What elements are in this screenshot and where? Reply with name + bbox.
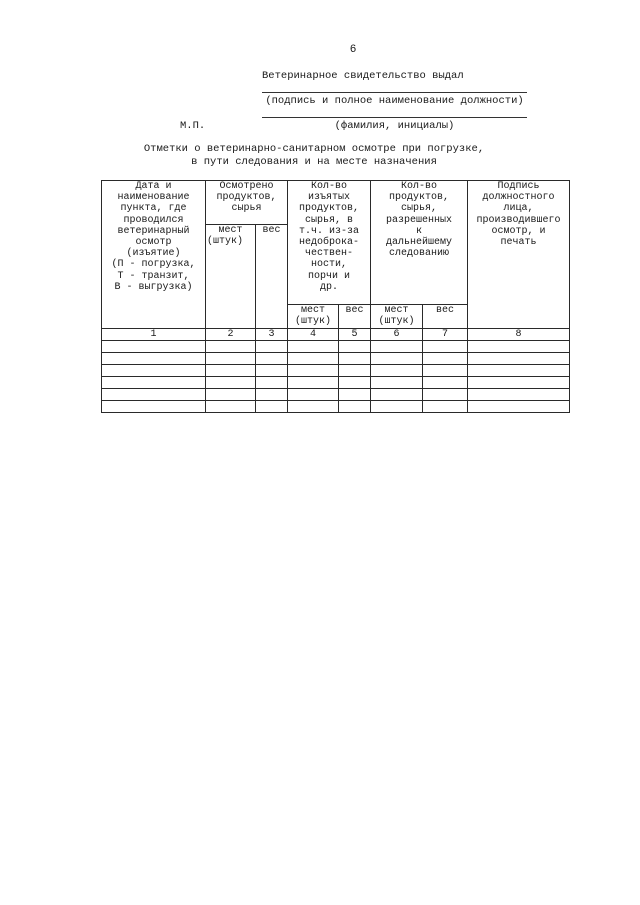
header-allowed-products: Кол-во продуктов, сырья, разрешенных к дальнейшему следованию: [371, 181, 468, 305]
column-number: 2: [206, 329, 256, 341]
header-inspected-products: Осмотрено продуктов, сырья: [206, 181, 288, 225]
table-row: [102, 365, 570, 377]
subheader-inspected-weight: вес: [256, 225, 288, 329]
page-number: 6: [349, 44, 357, 56]
signature-caption: (подпись и полное наименование должности): [265, 95, 524, 107]
header-seized-products: Кол-во изъятых продуктов, сырья, в т.ч. из-за недоброка- чествен- ности, порчи и др.: [288, 181, 371, 305]
column-number-row: [102, 329, 570, 341]
table-row: [102, 341, 570, 353]
column-number: 1: [102, 329, 206, 341]
inspection-marks-table: [101, 180, 570, 413]
subheader-allowed-places: мест (штук): [371, 305, 423, 329]
subheader-inspected-places: мест (штук): [206, 225, 256, 329]
certificate-issued-label: Ветеринарное свидетельство выдал: [262, 70, 464, 82]
name-line: [262, 117, 527, 118]
signature-line: [262, 92, 527, 93]
subheader-seized-places: мест (штук): [288, 305, 339, 329]
section-heading-line-1: Отметки о ветеринарно-санитарном осмотре при погрузке,: [143, 143, 485, 155]
subheader-allowed-weight: вес: [423, 305, 468, 329]
name-caption: (фамилия, инициалы): [334, 120, 455, 132]
table-row: [102, 353, 570, 365]
header-cell-text: Дата и наименование пункта, где проводился ветеринарный осмотр (изъятие) (П - погрузка, Т - транзит, В - выгрузка): [111, 181, 196, 293]
column-number: 8: [468, 329, 570, 341]
column-number: 3: [256, 329, 288, 341]
column-number: 5: [339, 329, 371, 341]
section-heading-line-2: в пути следования и на месте назначения: [191, 156, 437, 168]
header-signature-and-seal: Подпись должностного лица, производившего осмотр, и печать: [468, 181, 570, 329]
column-number: 4: [288, 329, 339, 341]
seal-label: М.П.: [180, 120, 206, 132]
header-date-and-place: [102, 181, 206, 329]
subheader-seized-weight: вес: [339, 305, 371, 329]
table-row: [102, 401, 570, 413]
column-number: 7: [423, 329, 468, 341]
table-row: [102, 377, 570, 389]
table-row: [102, 389, 570, 401]
column-number: 6: [371, 329, 423, 341]
